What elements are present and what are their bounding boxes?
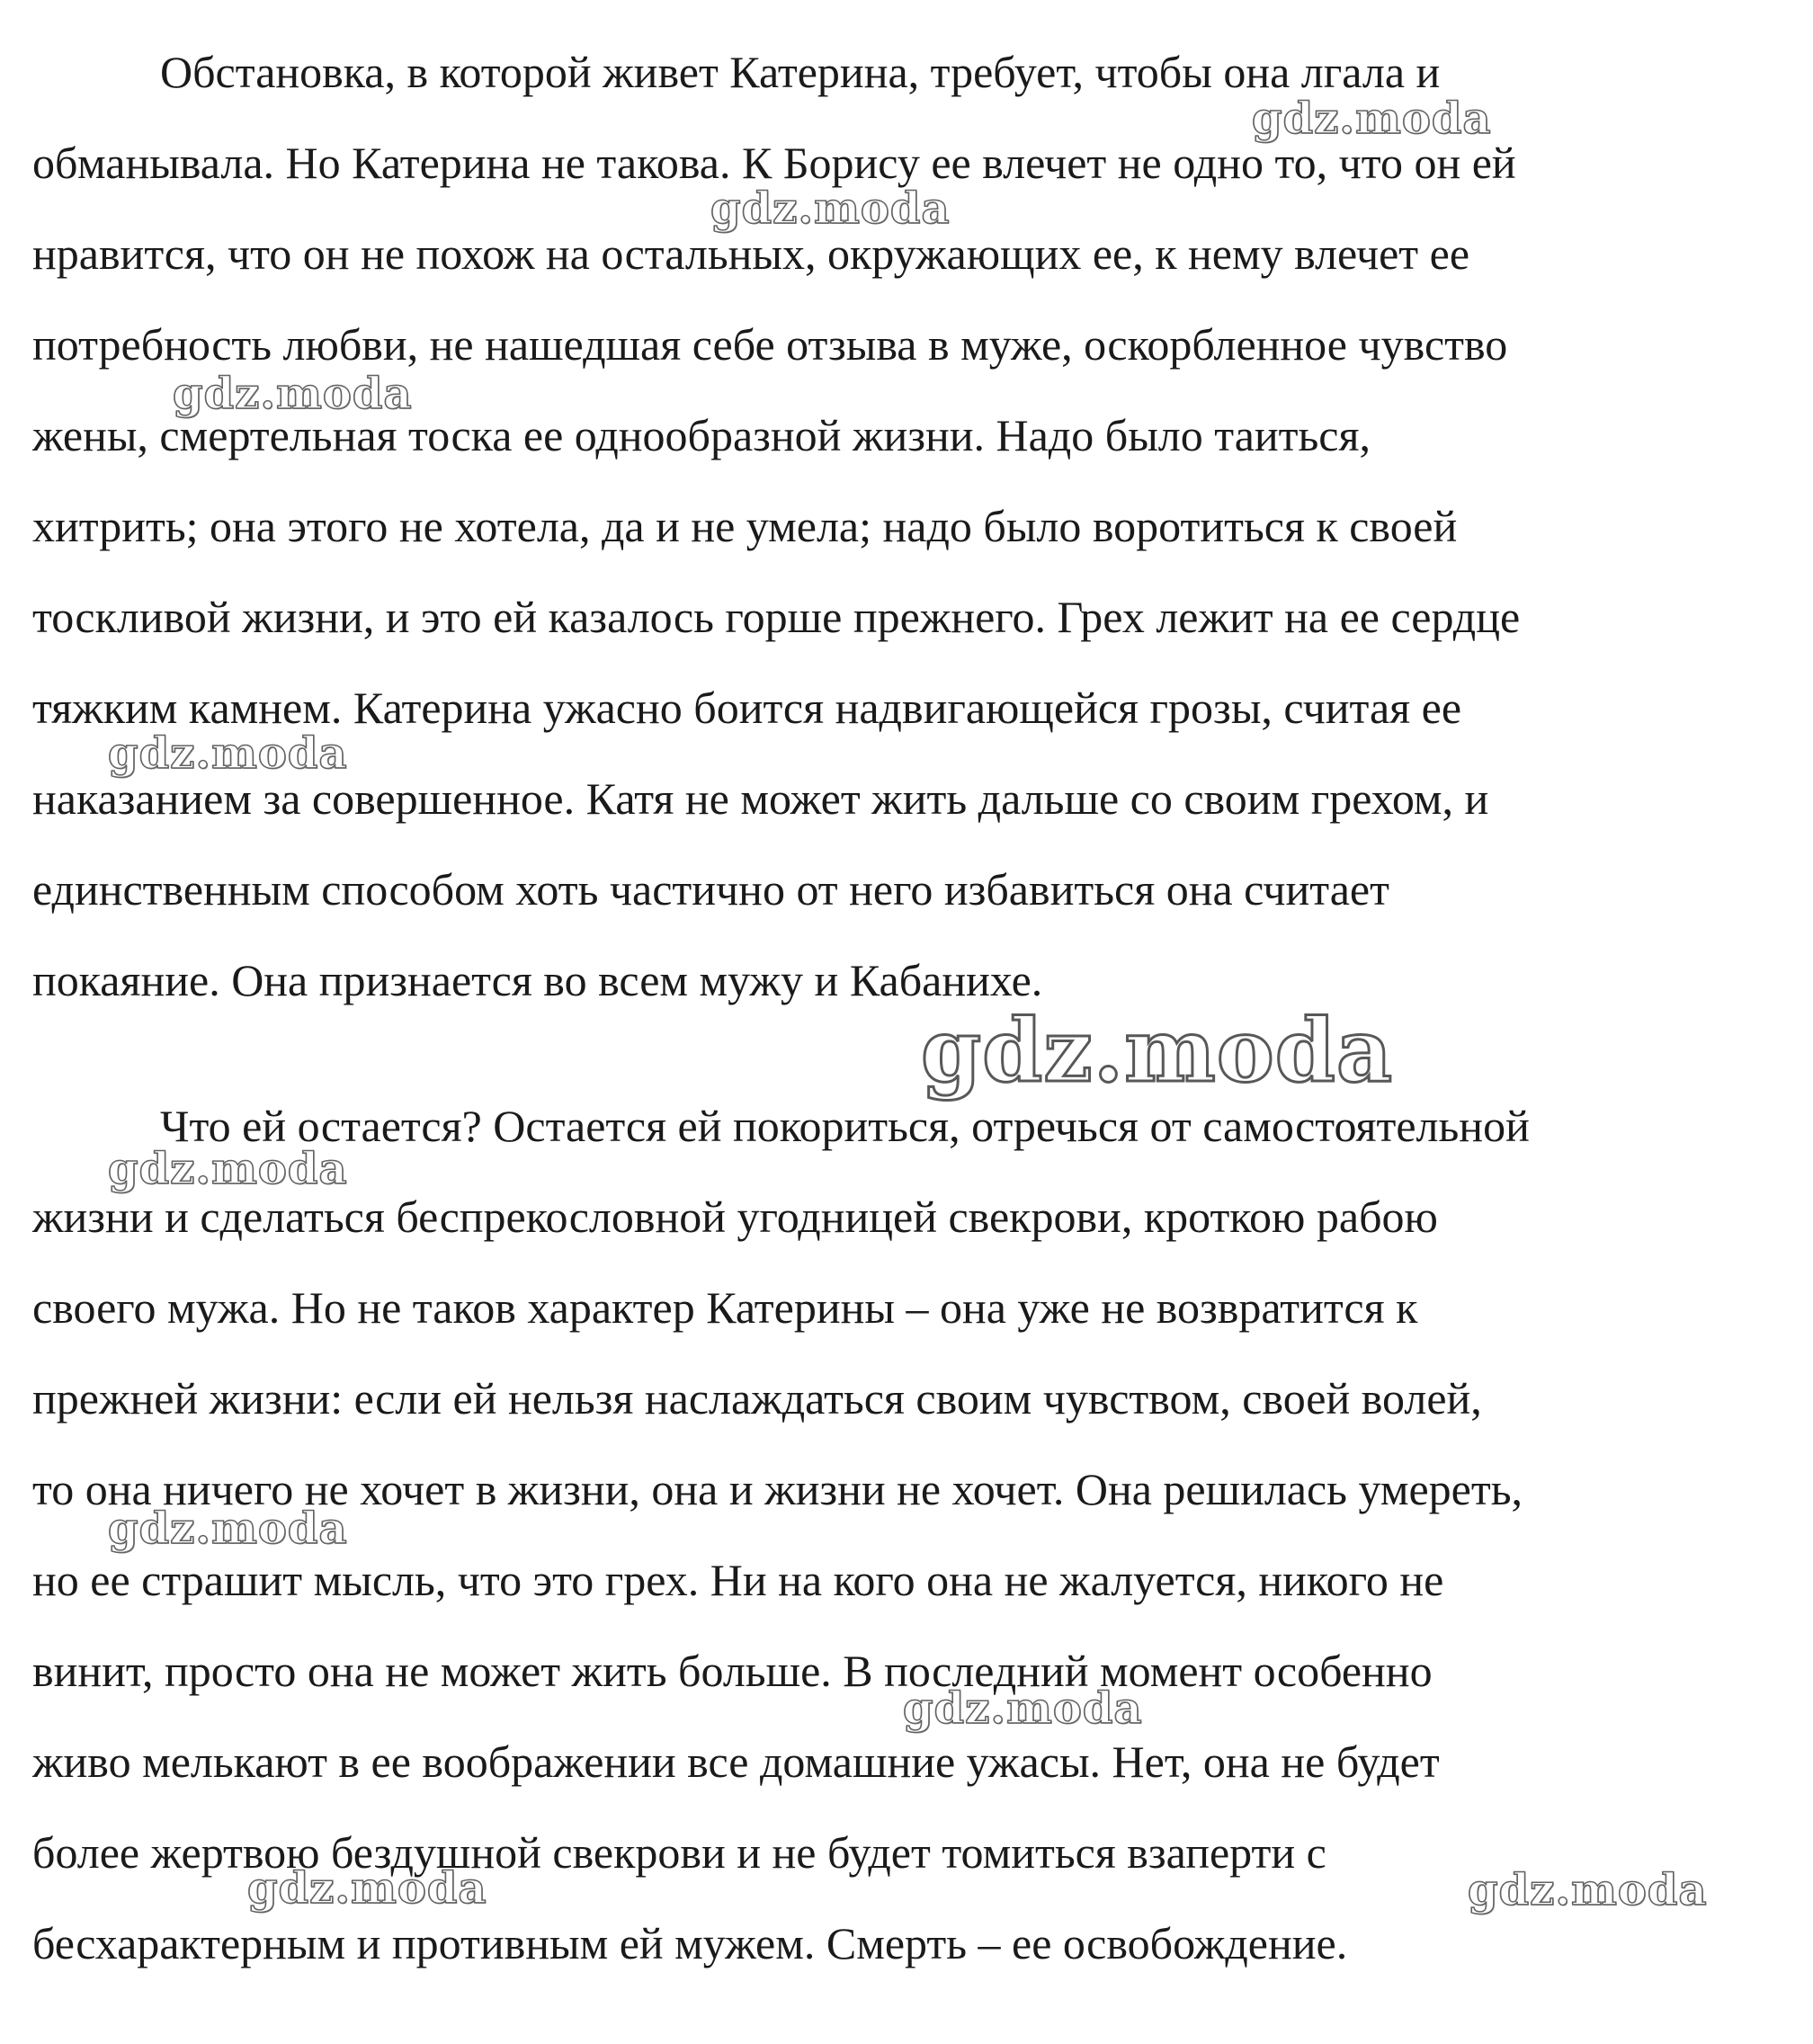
paragraph-line: то она ничего не хочет в жизни, она и жизни не хочет. Она решилась умереть, <box>32 1464 1523 1514</box>
watermark-logo: gdz.moda <box>921 1000 1394 1102</box>
paragraph-line: единственным способом хоть частично от него избавиться она считает <box>32 864 1389 915</box>
paragraph-line: покаяние. Она признается во всем мужу и Кабанихе. <box>32 955 1043 1005</box>
paragraph-line: Обстановка, в которой живет Катерина, требует, чтобы она лгала и <box>160 47 1441 97</box>
paragraph-line: хитрить; она этого не хотела, да и не умела; надо было воротиться к своей <box>32 501 1458 551</box>
paragraph-line: но ее страшит мысль, что это грех. Ни на кого она не жалуется, никого не <box>32 1555 1444 1605</box>
paragraph-line: жизни и сделаться беспрекословной угодницей свекрови, кроткою рабою <box>32 1192 1438 1242</box>
paragraph-line: жены, смертельная тоска ее однообразной жизни. Надо было таиться, <box>32 410 1371 460</box>
paragraph-line: нравится, что он не похож на остальных, окружающих ее, к нему влечет ее <box>32 228 1470 279</box>
paragraph-line: своего мужа. Но не таков характер Катерины – она уже не возвратится к <box>32 1282 1418 1333</box>
paragraph-line: обманывала. Но Катерина не такова. К Борису ее влечет не одно то, что он ей <box>32 138 1516 188</box>
watermark-logo: gdz.moda <box>108 1144 348 1194</box>
paragraph-line: тоскливой жизни, и это ей казалось горше прежнего. Грех лежит на ее сердце <box>32 592 1521 642</box>
paragraph-line: бесхарактерным и противным ей мужем. Смерть – ее освобождение. <box>32 1918 1348 1968</box>
paragraph-line: живо мелькают в ее воображении все домашние ужасы. Нет, она не будет <box>32 1736 1440 1787</box>
watermark-logo: gdz.moda <box>247 1863 487 1914</box>
paragraph-line: наказанием за совершенное. Катя не может жить дальше со своим грехом, и <box>32 773 1489 824</box>
watermark-logo: gdz.moda <box>108 1504 348 1554</box>
watermark-logo: gdz.moda <box>710 183 951 234</box>
paragraph-line: винит, просто она не может жить больше. В последний момент особенно <box>32 1646 1433 1696</box>
paragraph-line: тяжким камнем. Катерина ужасно боится надвигающейся грозы, считая ее <box>32 683 1462 733</box>
watermark-logo: gdz.moda <box>173 369 413 419</box>
watermark-logo: gdz.moda <box>1468 1865 1708 1915</box>
watermark-logo: gdz.moda <box>108 728 348 779</box>
paragraph-line: более жертвою бездушной свекрови и не будет томиться взаперти с <box>32 1827 1326 1878</box>
paragraph-line: потребность любви, не нашедшая себе отзыва в муже, оскорбленное чувство <box>32 319 1508 370</box>
paragraph-line: Что ей остается? Остается ей покориться, отречься от самостоятельной <box>160 1101 1530 1151</box>
watermark-logo: gdz.moda <box>903 1683 1143 1734</box>
paragraph-line: прежней жизни: если ей нельзя наслаждаться своим чувством, своей волей, <box>32 1373 1482 1424</box>
watermark-logo: gdz.moda <box>1252 94 1492 144</box>
